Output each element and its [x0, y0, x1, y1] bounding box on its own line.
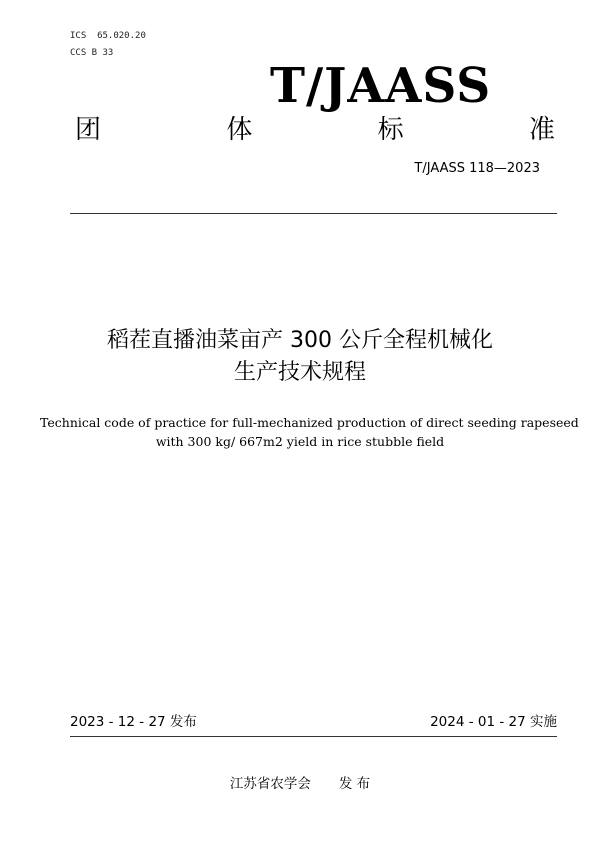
- chinese-title: [0, 325, 600, 389]
- standard-type-char: 标: [377, 115, 404, 145]
- standard-type-char: 准: [528, 115, 555, 145]
- issuer-action: 发 布: [338, 776, 371, 792]
- publish-date: 2023 - 12 - 27 发布: [70, 714, 197, 730]
- standard-type-char: 体: [226, 115, 253, 145]
- issuer: [0, 774, 600, 794]
- chinese-title-line-2: 生产技术规程: [233, 360, 366, 385]
- footer-divider: [70, 736, 557, 737]
- implement-date: 2024 - 01 - 27 实施: [430, 714, 557, 730]
- english-title-line-2: with 300 kg/ 667m2 yield in rice stubble field: [155, 434, 445, 449]
- english-title: [40, 413, 579, 451]
- standard-number: T/JAASS 118—2023: [414, 161, 540, 176]
- english-title-line-1: Technical code of practice for full-mechanized production of direct seeding rapeseed: [40, 415, 579, 430]
- issuer-name: 江苏省农学会: [229, 776, 311, 792]
- ccs-code: CCS B 33: [70, 48, 114, 58]
- standard-type-char: 团: [75, 115, 102, 145]
- standard-type: [75, 112, 555, 148]
- ics-code: ICS 65.020.20: [70, 31, 146, 41]
- chinese-title-line-1: 稻茬直播油菜亩产 300 公斤全程机械化: [107, 328, 493, 353]
- classification-codes: [70, 28, 146, 62]
- header-divider: [70, 213, 557, 214]
- standard-logo: T/JAASS: [270, 58, 492, 114]
